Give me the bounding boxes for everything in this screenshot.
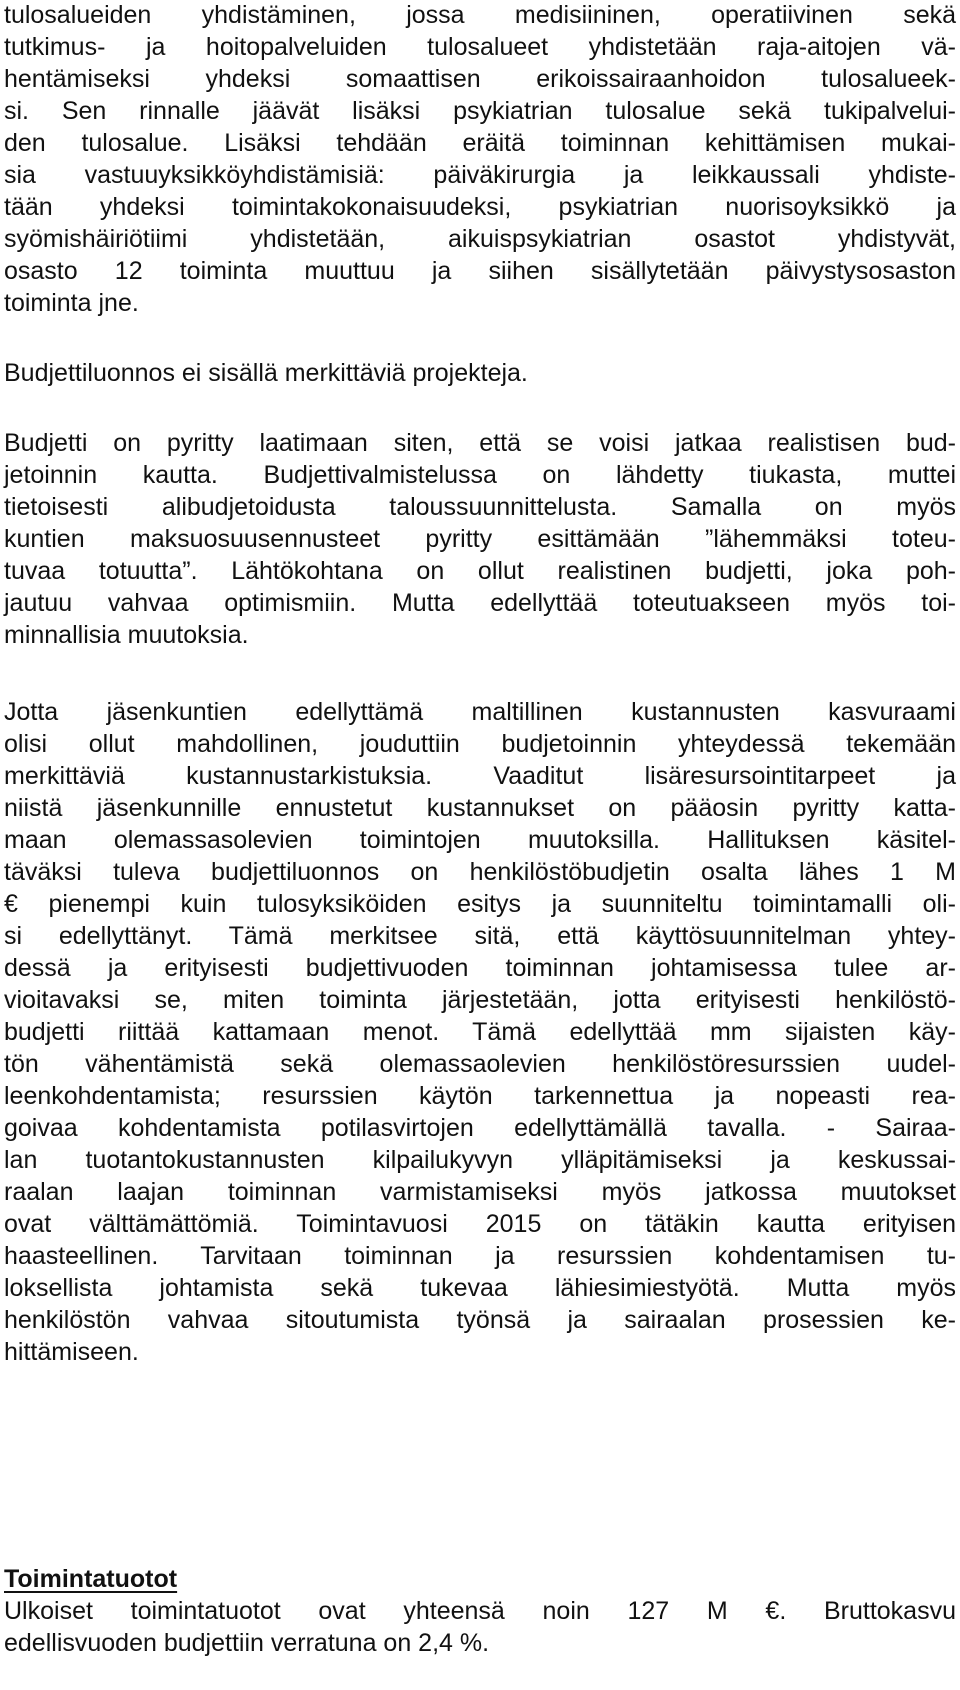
text-line: den tulosalue. Lisäksi tehdään eräitä toiminnan kehittämisen mukai-: [4, 129, 956, 157]
text-line: haasteellinen. Tarvitaan toiminnan ja resurssien kohdentamisen tu-: [4, 1242, 956, 1270]
text-line: Budjettiluonnos ei sisällä merkittäviä projekteja.: [4, 359, 528, 387]
text-line: dessä ja erityisesti budjettivuoden toiminnan johtamisessa tulee ar-: [4, 954, 956, 982]
text-line: jautuu vahvaa optimismiin. Mutta edellyttää toteutuakseen myös toi-: [4, 589, 956, 617]
text-line: tutkimus- ja hoitopalveluiden tulosalueet yhdistetään raja-aitojen vä-: [4, 33, 956, 61]
text-line: leenkohdentamista; resurssien käytön tarkennettua ja nopeasti rea-: [4, 1082, 956, 1110]
text-line: olisi ollut mahdollinen, jouduttiin budjetoinnin yhteydessä tekemään: [4, 730, 956, 758]
text-line: si edellyttänyt. Tämä merkitsee sitä, että käyttösuunnitelman yhtey-: [4, 922, 956, 950]
text-line: lan tuotantokustannusten kilpailukyvyn ylläpitämiseksi ja keskussai-: [4, 1146, 956, 1174]
text-line: Jotta jäsenkuntien edellyttämä maltillinen kustannusten kasvuraami: [4, 698, 956, 726]
text-line: edellisvuoden budjettiin verratuna on 2,4 %.: [4, 1629, 490, 1657]
text-line: hittämiseen.: [4, 1338, 139, 1366]
text-line: tietoisesti alibudjetoidusta taloussuunnittelusta. Samalla on myös: [4, 493, 956, 521]
text-line: si. Sen rinnalle jäävät lisäksi psykiatrian tulosalue sekä tukipalvelui-: [4, 97, 956, 125]
text-line: loksellista johtamista sekä tukevaa lähiesimiestyötä. Mutta myös: [4, 1274, 956, 1302]
text-line: syömishäiriötiimi yhdistetään, aikuispsykiatrian osastot yhdistyvät,: [4, 225, 956, 253]
text-line: jetoinnin kautta. Budjettivalmistelussa on lähdetty tiukasta, muttei: [4, 461, 956, 489]
text-line: goivaa kohdentamista potilasvirtojen edellyttämällä tavalla. - Sairaa-: [4, 1114, 956, 1142]
text-line: Ulkoiset toimintatuotot ovat yhteensä noin 127 M €. Bruttokasvu: [4, 1597, 956, 1625]
text-line: hentämiseksi yhdeksi somaattisen erikoissairaanhoidon tulosalueek-: [4, 65, 956, 93]
text-line: merkittäviä kustannustarkistuksia. Vaaditut lisäresursointitarpeet ja: [4, 762, 956, 790]
text-line: täväksi tuleva budjettiluonnos on henkilöstöbudjetin osalta lähes 1 M: [4, 858, 956, 886]
text-line: maan olemassasolevien toimintojen muutoksilla. Hallituksen käsitel-: [4, 826, 956, 854]
text-line: tään yhdeksi toimintakokonaisuudeksi, psykiatrian nuorisoyksikkö ja: [4, 193, 956, 221]
text-line: tulosalueiden yhdistäminen, jossa medisiininen, operatiivinen sekä: [4, 1, 956, 29]
text-line: Budjetti on pyritty laatimaan siten, että se voisi jatkaa realistisen bud-: [4, 429, 956, 457]
text-line: tuvaa totuutta”. Lähtökohtana on ollut realistinen budjetti, joka poh-: [4, 557, 956, 585]
text-line: vioitavaksi se, miten toiminta järjestetään, jotta erityisesti henkilöstö-: [4, 986, 956, 1014]
text-line: niistä jäsenkunnille ennustetut kustannukset on pääosin pyritty katta-: [4, 794, 956, 822]
text-line: minnallisia muutoksia.: [4, 621, 249, 649]
text-line: ovat välttämättömiä. Toimintavuosi 2015 on tätäkin kautta erityisen: [4, 1210, 956, 1238]
text-line: budjetti riittää kattamaan menot. Tämä edellyttää mm sijaisten käy-: [4, 1018, 956, 1046]
text-line: € pienempi kuin tulosyksiköiden esitys ja suunniteltu toimintamalli oli-: [4, 890, 956, 918]
text-line: osasto 12 toiminta muuttuu ja siihen sisällytetään päivystysosaston: [4, 257, 956, 285]
text-line: toiminta jne.: [4, 289, 139, 317]
text-line: raalan laajan toiminnan varmistamiseksi myös jatkossa muutokset: [4, 1178, 956, 1206]
text-line: tön vähentämistä sekä olemassaolevien henkilöstöresurssien uudel-: [4, 1050, 956, 1078]
section-heading: Toimintatuotot: [4, 1565, 178, 1593]
text-line: henkilöstön vahvaa sitoutumista työnsä ja sairaalan prosessien ke-: [4, 1306, 956, 1334]
text-line: sia vastuuyksikköyhdistämisiä: päiväkirurgia ja leikkaussali yhdiste-: [4, 161, 956, 189]
text-line: kuntien maksuosuusennusteet pyritty esittämään ”lähemmäksi toteu-: [4, 525, 956, 553]
